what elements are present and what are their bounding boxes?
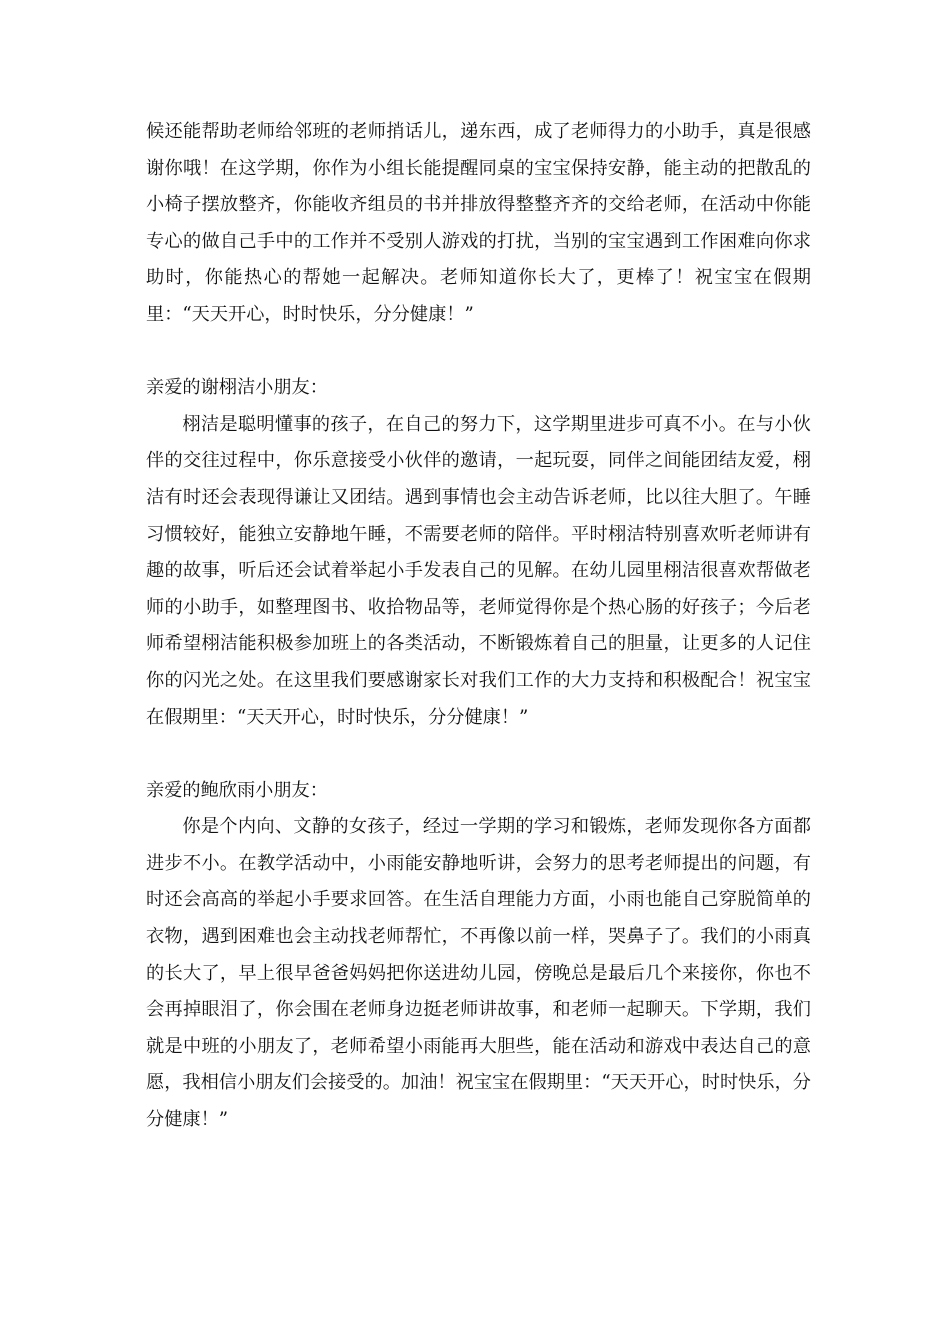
comment-paragraph-bao-xinyu: 你是个内向、文静的女孩子，经过一学期的学习和锻炼，老师发现你各方面都进步不小。在教学活动中，小雨能安静地听讲，会努力的思考老师提出的问题，有时还会高高的举起小手要求回答。在生活自理能力方面，小雨也能自己穿脱简单的衣物，遇到困难也会主动找老师帮忙，不再像以前一样，哭鼻子了。我们的小雨真的长大了，早上很早爸爸妈妈把你送进幼儿园，傍晚总是最后几个来接你，你也不会再掉眼泪了，你会围在老师身边挺老师讲故事，和老师一起聊天。下学期，我们就是中班的小朋友了，老师希望小雨能再大胆些，能在活动和游戏中表达自己的意愿，我相信小朋友们会接受的。加油！祝宝宝在假期里：“天天开心，时时快乐，分分健康！” <box>146 816 811 1131</box>
comment-paragraph-continued: 候还能帮助老师给邻班的老师捎话儿，递东西，成了老师得力的小助手，真是很感谢你哦！在这学期，你作为小组长能提醒同桌的宝宝保持安静，能主动的把散乱的小椅子摆放整齐，你能收齐组员的书并排放得整整齐齐的交给老师，在活动中你能专心的做自己手中的工作并不受别人游戏的打扰，当别的宝宝遇到工作困难向你求助时，你能热心的帮她一起解决。老师知道你长大了，更棒了！祝宝宝在假期里：“天天开心，时时快乐，分分健康！” <box>146 121 811 325</box>
paragraph-gap <box>146 334 811 371</box>
comment-paragraph-xie-xujie: 栩洁是聪明懂事的孩子，在自己的努力下，这学期里进步可真不小。在与小伙伴的交往过程中，你乐意接受小伙伴的邀请，一起玩耍，同伴之间能团结友爱，栩洁有时还会表现得谦让又团结。遇到事情也会主动告诉老师，比以往大胆了。午睡习惯较好，能独立安静地午睡，不需要老师的陪伴。平时栩洁特别喜欢听老师讲有趣的故事，听后还会试着举起小手发表自己的见解。在幼儿园里栩洁很喜欢帮做老师的小助手，如整理图书、收拾物品等，老师觉得你是个热心肠的好孩子；今后老师希望栩洁能积极参加班上的各类活动，不断锻炼着自己的胆量，让更多的人记住你的闪光之处。在这里我们要感谢家长对我们工作的大力支持和积极配合！祝宝宝在假期里：“天天开心，时时快乐，分分健康！” <box>146 413 811 728</box>
salutation-bao-xinyu: 亲爱的鲍欣雨小朋友： <box>146 779 328 801</box>
document-body <box>146 114 811 1139</box>
salutation-xie-xujie: 亲爱的谢栩洁小朋友： <box>146 377 328 399</box>
paragraph-gap <box>146 736 811 773</box>
